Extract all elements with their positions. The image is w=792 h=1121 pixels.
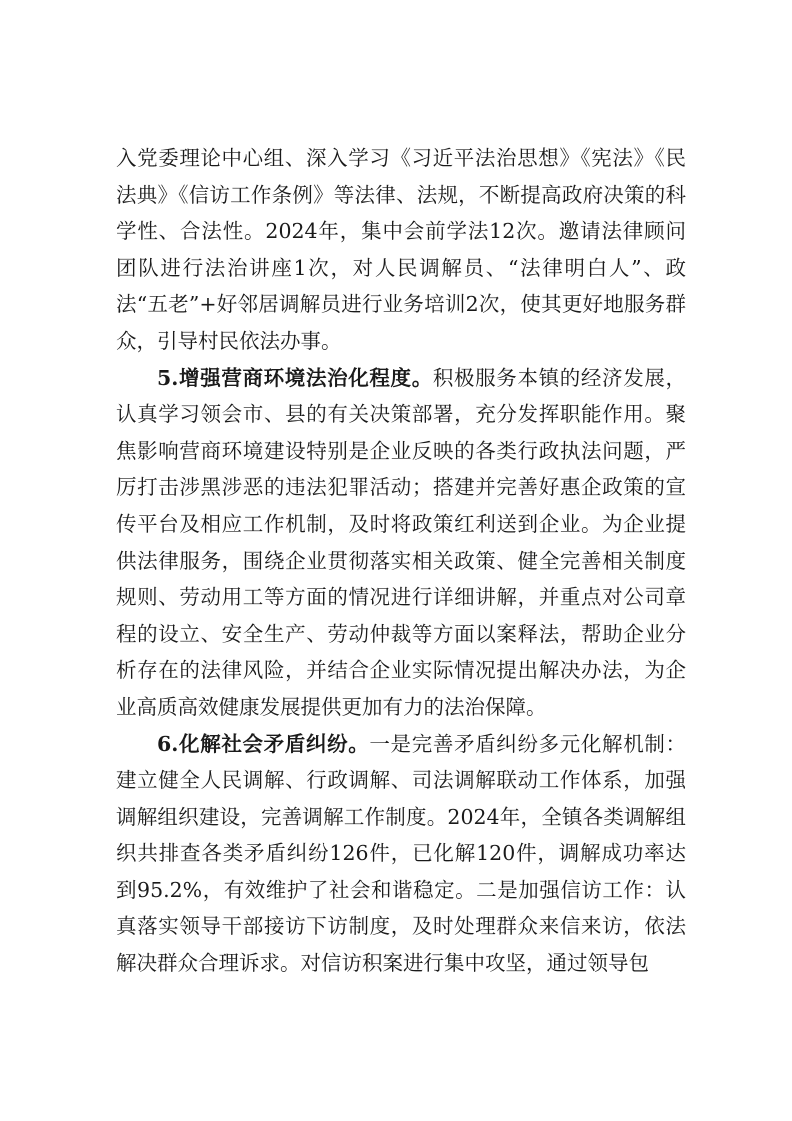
paragraph-text: 积极服务本镇的经济发展，认真学习领会市、县的有关决策部署，充分发挥职能作用。聚焦影响营商环境建设特别是企业反映的各类行政执法问题，严厉打击涉黑涉恶的违法犯罪活动；搭建并完善好惠企政策的宣传平台及相应工作机制，及时将政策红利送到企业。为企业提供法律服务，围绕企业贯彻落实相关政策、健全完善相关制度规则、劳动用工等方面的情况进行详细讲解，并重点对公司章程的设立、安全生产、劳动仲裁等方面以案释法，帮助企业分析存在的法律风险，并结合企业实际情况提出解决办法，为企业高质高效健康发展提供更加有力的法治保障。 [116, 365, 687, 719]
paragraph-text: 一是完善矛盾纠纷多元化解机制：建立健全人民调解、行政调解、司法调解联动工作体系，加强调解组织建设，完善调解工作制度。2024年，全镇各类调解组织共排查各类矛盾纠纷126件，已化解120件，调解成功率达到95.2%，有效维护了社会和谐稳定。二是加强信访工作：认真落实领导干部接访下访制度，及时处理群众来信来访，依法解决群众合理诉求。对信访积案进行集中攻坚，通过领导包 [116, 731, 687, 976]
section-heading: 6.化解社会矛盾纠纷。 [157, 731, 370, 756]
paragraph-dispute-resolution [116, 726, 686, 982]
section-heading: 5.增强营商环境法治化程度。 [157, 365, 433, 390]
body-text [116, 140, 686, 982]
paragraph-business-environment [116, 360, 686, 726]
paragraph-continuation [116, 140, 686, 360]
paragraph-text: 入党委理论中心组、深入学习《习近平法治思想》《宪法》《民法典》《信访工作条例》等法律、法规，不断提高政府决策的科学性、合法性。2024年，集中会前学法12次。邀请法律顾问团队进行法治讲座1次，对人民调解员、“法律明白人”、政法“五老”+好邻居调解员进行业务培训2次，使其更好地服务群众，引导村民依法办事。 [116, 146, 686, 353]
